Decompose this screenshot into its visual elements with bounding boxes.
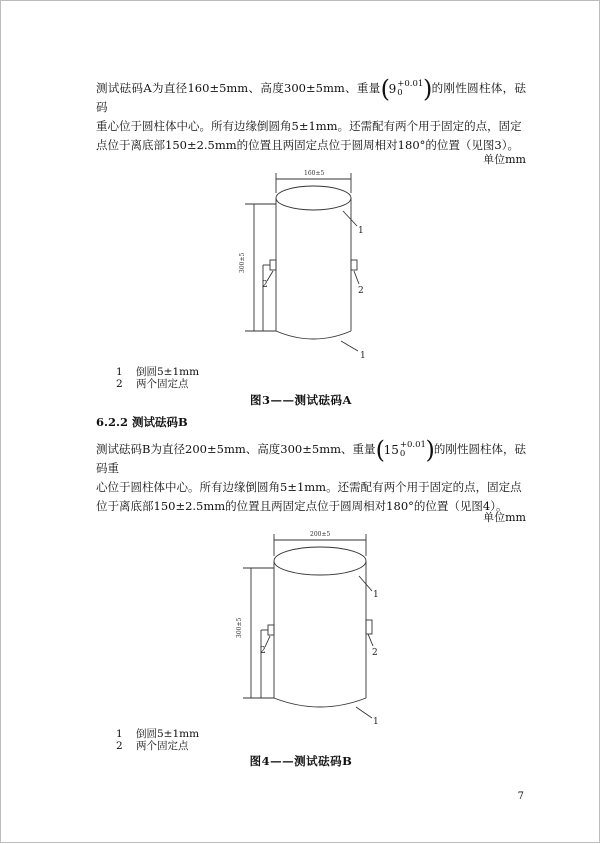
figure-3-caption: 图3——测试砝码A bbox=[250, 393, 352, 407]
cylinder-top-ellipse bbox=[274, 547, 366, 575]
leader-line bbox=[354, 271, 359, 284]
text-span: 测试砝码B为直径200±5mm、高度300±5mm、重量 bbox=[96, 442, 376, 456]
weight-lower-tolerance: 0 bbox=[397, 88, 403, 98]
legend-item bbox=[116, 740, 199, 752]
leader-line bbox=[265, 636, 270, 647]
callout-2: 2 bbox=[262, 280, 268, 290]
dimension-text-diameter: 160±5 bbox=[304, 170, 325, 177]
callout-2: 2 bbox=[358, 286, 364, 296]
figure-3-legend bbox=[116, 366, 199, 390]
callout-1: 1 bbox=[373, 590, 379, 600]
callout-2: 2 bbox=[260, 646, 266, 656]
legend-number: 1 bbox=[116, 728, 123, 740]
weight-base: 9 bbox=[388, 82, 397, 96]
callout-2: 2 bbox=[372, 648, 378, 658]
legend-item bbox=[116, 366, 199, 378]
weight-formula: ( 9 +0.01 0 ) bbox=[380, 75, 433, 103]
legend-text: 两个固定点 bbox=[136, 740, 189, 752]
callout-1: 1 bbox=[358, 226, 364, 236]
leader-line bbox=[356, 707, 372, 718]
weight-lower-tolerance: 0 bbox=[399, 449, 406, 459]
page-number: 7 bbox=[517, 791, 524, 802]
dimension-text-height: 300±5 bbox=[239, 252, 246, 273]
legend-item bbox=[116, 728, 199, 740]
paragraph-line: 重心位于圆柱体中心。所有边缘倒圆角5±1mm。还需配有两个用于固定的点，固定 bbox=[96, 119, 522, 133]
fixing-point-right bbox=[366, 620, 372, 634]
legend-item bbox=[116, 378, 199, 390]
weight-upper-tolerance: +0.01 bbox=[397, 79, 424, 89]
paragraph-weight-b bbox=[96, 436, 526, 516]
dimension-text-diameter: 200±5 bbox=[310, 531, 331, 538]
text-span: 的刚性圆柱体，砝码重 bbox=[96, 442, 526, 475]
text-span: 的刚性圆柱体，砝码 bbox=[96, 81, 526, 114]
text-span: 测试砝码A为直径160±5mm、高度300±5mm、重量 bbox=[96, 81, 381, 95]
leader-line bbox=[343, 211, 357, 226]
leader-line bbox=[359, 576, 372, 591]
callout-1: 1 bbox=[373, 717, 379, 727]
figure-4-legend bbox=[116, 728, 199, 752]
fixing-point-left bbox=[268, 625, 274, 635]
legend-text: 两个固定点 bbox=[136, 378, 189, 390]
legend-text: 倒圆5±1mm bbox=[136, 728, 200, 740]
unit-label: 单位mm bbox=[483, 153, 526, 166]
unit-label: 单位mm bbox=[483, 511, 526, 524]
paragraph-weight-a bbox=[96, 75, 526, 155]
weight-base: 15 bbox=[383, 443, 399, 457]
paragraph-line: 点位于离底部150±2.5mm的位置且两固定点位于圆周相对180°的位置（见图3）。 bbox=[96, 138, 519, 152]
cylinder-bottom-arc bbox=[276, 331, 351, 339]
section-heading: 6.2.2 测试砝码B bbox=[96, 415, 188, 429]
leader-line bbox=[368, 634, 373, 646]
paragraph-line: 位于离底部150±2.5mm的位置且两固定点位于圆周相对180°的位置（见图4）。 bbox=[96, 499, 508, 513]
weight-formula: ( 15 +0.01 0 ) bbox=[375, 436, 435, 464]
leader-line bbox=[341, 341, 358, 351]
legend-number: 2 bbox=[116, 378, 123, 390]
paragraph-line bbox=[96, 436, 526, 478]
legend-text: 倒圆5±1mm bbox=[136, 366, 200, 378]
cylinder-top-ellipse bbox=[276, 186, 351, 210]
paragraph-line: 心位于圆柱体中心。所有边缘倒圆角5±1mm。还需配有两个用于固定的点，固定点 bbox=[96, 480, 522, 494]
dimension-text-height: 300±5 bbox=[236, 617, 243, 638]
legend-number: 2 bbox=[116, 740, 123, 752]
weight-upper-tolerance: +0.01 bbox=[399, 440, 426, 450]
fixing-point-left bbox=[270, 260, 276, 270]
callout-1: 1 bbox=[360, 351, 366, 361]
legend-number: 1 bbox=[116, 366, 123, 378]
figure-4-caption: 图4——测试砝码B bbox=[249, 754, 353, 768]
paragraph-line bbox=[96, 75, 526, 117]
leader-line bbox=[267, 271, 273, 281]
fixing-point-right bbox=[351, 260, 357, 270]
cylinder-bottom-arc bbox=[274, 698, 366, 707]
